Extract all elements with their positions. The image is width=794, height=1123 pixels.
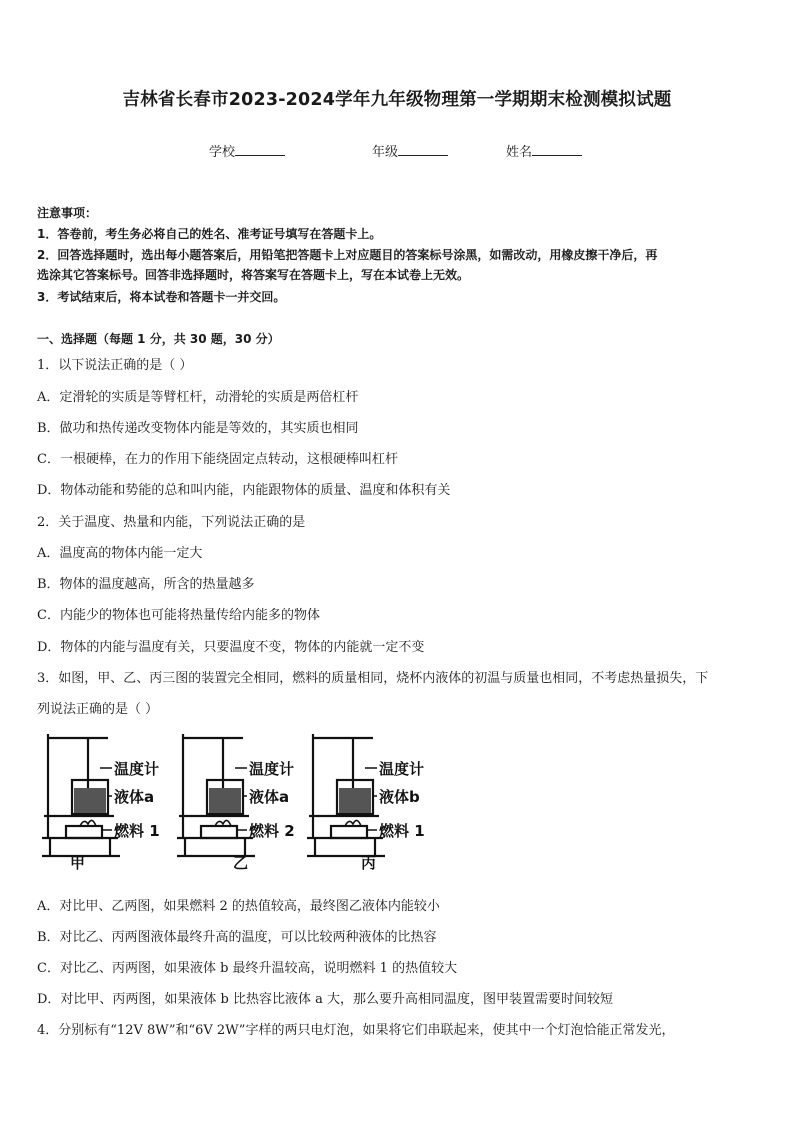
question-stem: 1．以下说法正确的是（ ） [37,358,193,373]
option: B．做功和热传递改变物体内能是等效的，其实质也相同 [37,421,359,436]
grade-blank[interactable] [398,143,448,156]
question-stem: 4．分别标有“12V 8W”和“6V 2W”字样的两只电灯泡，如果将它们串联起来，使其中一个灯泡恰能正常发光， [37,1023,675,1038]
option: D．物体动能和势能的总和叫内能，内能跟物体的质量、温度和体积有关 [37,483,451,498]
option: A．对比甲、乙两图，如果燃料 2 的热值较高，最终图乙液体内能较小 [37,899,440,914]
option: D．物体的内能与温度有关，只要温度不变，物体的内能就一定不变 [37,640,425,655]
question-stem: 列说法正确的是（ ） [37,702,159,717]
apparatus-figure-jia [40,730,180,870]
fuel-label: 燃料 1 [379,822,425,840]
option: A．温度高的物体内能一定大 [37,546,203,561]
thermometer-label: 温度计 [249,760,295,778]
name-label: 姓名 [506,145,533,160]
option: B．物体的温度越高，所含的热量越多 [37,577,255,592]
notice-item: 选涂其它答案标号。回答非选择题时，将答案写在答题卡上，写在本试卷上无效。 [37,268,470,282]
question-stem: 3．如图，甲、乙、丙三图的装置完全相同，燃料的质量相同，烧杯内液体的初温与质量也相同，不考虑热量损失，下 [37,671,709,686]
liquid-label: 液体b [379,788,420,806]
fuel-label: 燃料 1 [114,822,160,840]
option: C．内能少的物体也可能将热量传给内能多的物体 [37,608,320,623]
notice-item: 2．回答选择题时，选出每小题答案后，用铅笔把答题卡上对应题目的答案标号涂黑，如需改动，用橡皮擦干净后，再 [37,248,658,262]
option: A．定滑轮的实质是等臂杠杆，动滑轮的实质是两倍杠杆 [37,390,359,405]
school-field[interactable] [209,141,285,160]
notice-item: 1．答卷前，考生务必将自己的姓名、准考证号填写在答题卡上。 [37,227,382,241]
fuel-label: 燃料 2 [249,822,295,840]
section-heading: 一、选择题（每题 1 分，共 30 题，30 分） [37,332,280,346]
question-stem: 2．关于温度、热量和内能，下列说法正确的是 [37,515,306,530]
option: B．对比乙、丙两图液体最终升高的温度，可以比较两种液体的比热容 [37,930,437,945]
grade-label: 年级 [372,145,399,160]
figure-caption: 甲 [70,854,86,870]
name-field[interactable] [506,141,582,160]
liquid-label: 液体a [249,788,290,806]
notice-item: 3．考试结束后，将本试卷和答题卡一并交回。 [37,290,286,304]
liquid-label: 液体a [114,788,155,806]
name-blank[interactable] [532,143,582,156]
school-blank[interactable] [235,143,285,156]
notice-heading: 注意事项： [37,206,98,220]
option: C．一根硬棒，在力的作用下能绕固定点转动，这根硬棒叫杠杆 [37,452,398,467]
apparatus-figure-yi [175,730,315,870]
grade-field[interactable] [372,141,448,160]
option: D．对比甲、丙两图，如果液体 b 比热容比液体 a 大，那么要升高相同温度，图甲装置需要时间较短 [37,992,614,1007]
figure-caption: 乙 [233,854,249,870]
thermometer-label: 温度计 [114,760,160,778]
option: C．对比乙、丙两图，如果液体 b 最终升温较高，说明燃料 1 的热值较大 [37,961,458,976]
figure-caption: 丙 [361,854,377,870]
page-title: 吉林省长春市2023-2024学年九年级物理第一学期期末检测模拟试题 [122,90,672,110]
thermometer-label: 温度计 [379,760,425,778]
apparatus-figure-bing [305,730,445,870]
school-label: 学校 [209,145,236,160]
